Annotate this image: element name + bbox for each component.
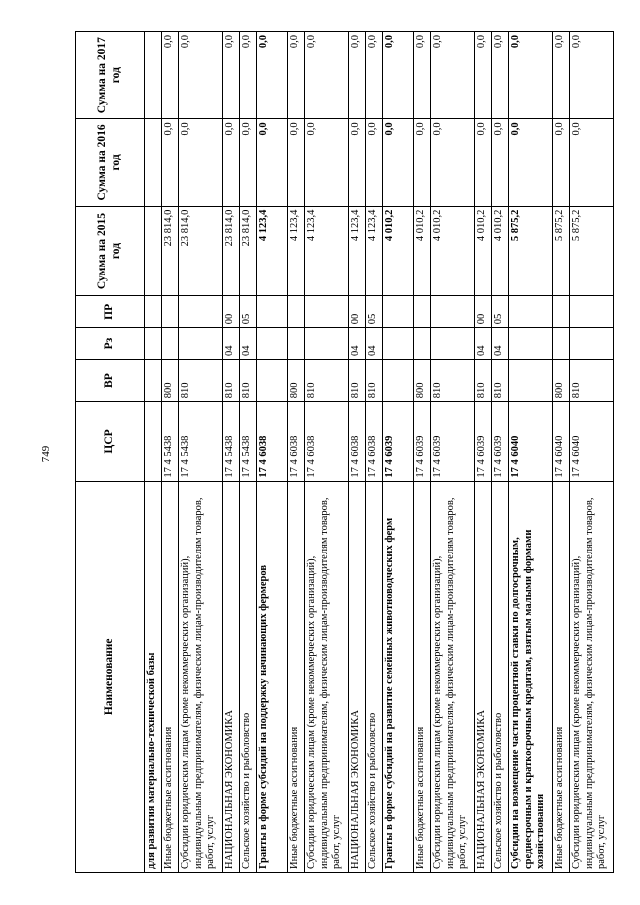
cell-name: Иные бюджетные ассигнования	[162, 481, 179, 872]
cell-pr: 05	[492, 296, 509, 328]
cell-y2017: 0,0	[240, 32, 257, 119]
header-vr: ВР	[76, 359, 145, 401]
cell-pr	[383, 296, 414, 328]
cell-pr: 05	[240, 296, 257, 328]
table-row	[257, 32, 288, 873]
table-row	[414, 32, 431, 873]
cell-y2017: 0,0	[475, 32, 492, 119]
cell-y2017: 0,0	[179, 32, 223, 119]
cell-y2016: 0,0	[431, 119, 475, 206]
cell-y2017: 0,0	[305, 32, 349, 119]
cell-rz: 04	[492, 328, 509, 360]
header-rz: Рз	[76, 328, 145, 360]
cell-pr	[509, 296, 553, 328]
cell-csr: 17 4 6038	[305, 402, 349, 481]
cell-y2016: 0,0	[570, 119, 614, 206]
cell-rz	[414, 328, 431, 360]
cell-y2015: 4 010,2	[475, 206, 492, 296]
cell-y2017: 0,0	[366, 32, 383, 119]
cell-y2017: 0,0	[349, 32, 366, 119]
cell-y2015: 4 010,2	[431, 206, 475, 296]
cell-name: Субсидии юридическим лицам (кроме некоммерческих организаций), индивидуальным предпринимателям, физическим лицам-производителям товаров, работ, услуг	[570, 481, 614, 872]
cell-csr: 17 4 6039	[492, 402, 509, 481]
cell-pr: 00	[223, 296, 240, 328]
cell-vr	[257, 359, 288, 401]
cell-csr: 17 4 5438	[162, 402, 179, 481]
cell-y2017	[145, 32, 162, 119]
cell-csr: 17 4 6039	[414, 402, 431, 481]
cell-name: Субсидии юридическим лицам (кроме некоммерческих организаций), индивидуальным предпринимателям, физическим лицам-производителям товаров, работ, услуг	[305, 481, 349, 872]
cell-name: для развития материально-технической базы	[145, 481, 162, 872]
cell-y2015: 4 123,4	[349, 206, 366, 296]
cell-pr	[162, 296, 179, 328]
cell-name: Иные бюджетные ассигнования	[414, 481, 431, 872]
cell-vr: 810	[179, 359, 223, 401]
header-2016: Сумма на 2016 год	[76, 119, 145, 206]
cell-vr: 810	[240, 359, 257, 401]
cell-y2016: 0,0	[553, 119, 570, 206]
table-row	[223, 32, 240, 873]
cell-name: Сельское хозяйство и рыболовство	[492, 481, 509, 872]
cell-rz	[288, 328, 305, 360]
cell-name: Сельское хозяйство и рыболовство	[366, 481, 383, 872]
cell-vr: 800	[162, 359, 179, 401]
header-row	[76, 32, 145, 873]
cell-y2015: 4 010,2	[414, 206, 431, 296]
header-csr: ЦСР	[76, 402, 145, 481]
cell-name: НАЦИОНАЛЬНАЯ ЭКОНОМИКА	[223, 481, 240, 872]
cell-csr: 17 4 6040	[553, 402, 570, 481]
cell-csr: 17 4 5438	[179, 402, 223, 481]
table-row	[570, 32, 614, 873]
cell-csr: 17 4 5438	[223, 402, 240, 481]
cell-y2016: 0,0	[383, 119, 414, 206]
cell-vr: 810	[305, 359, 349, 401]
rotated-page	[75, 31, 608, 873]
cell-rz: 04	[349, 328, 366, 360]
cell-rz	[305, 328, 349, 360]
cell-vr: 810	[366, 359, 383, 401]
cell-pr	[553, 296, 570, 328]
cell-y2017: 0,0	[257, 32, 288, 119]
cell-name: НАЦИОНАЛЬНАЯ ЭКОНОМИКА	[475, 481, 492, 872]
cell-y2016: 0,0	[162, 119, 179, 206]
cell-csr: 17 4 6040	[570, 402, 614, 481]
cell-vr	[145, 359, 162, 401]
cell-y2015: 4 123,4	[288, 206, 305, 296]
cell-y2016: 0,0	[349, 119, 366, 206]
cell-csr: 17 4 6038	[349, 402, 366, 481]
table-row	[475, 32, 492, 873]
cell-rz: 04	[240, 328, 257, 360]
cell-pr	[145, 296, 162, 328]
table-row	[509, 32, 553, 873]
cell-rz	[431, 328, 475, 360]
cell-pr	[414, 296, 431, 328]
cell-csr: 17 4 6038	[257, 402, 288, 481]
cell-y2015: 4 123,4	[366, 206, 383, 296]
cell-y2016: 0,0	[305, 119, 349, 206]
cell-vr: 810	[431, 359, 475, 401]
cell-csr: 17 4 6038	[288, 402, 305, 481]
cell-name: Субсидии на возмещение части процентной ставки по долгосрочным, среднесрочным и краткосрочным кредитам, взятым малыми формами хозяйствования	[509, 481, 553, 872]
cell-vr: 810	[349, 359, 366, 401]
cell-y2015: 4 123,4	[257, 206, 288, 296]
cell-rz: 04	[366, 328, 383, 360]
header-name: Наименование	[76, 481, 145, 872]
cell-name: Гранты в форме субсидий на развитие семейных животноводческих ферм	[383, 481, 414, 872]
cell-rz	[383, 328, 414, 360]
cell-pr	[288, 296, 305, 328]
cell-y2017: 0,0	[383, 32, 414, 119]
cell-y2017: 0,0	[223, 32, 240, 119]
cell-name: Субсидии юридическим лицам (кроме некоммерческих организаций), индивидуальным предпринимателям, физическим лицам-производителям товаров, работ, услуг	[179, 481, 223, 872]
cell-y2016: 0,0	[414, 119, 431, 206]
cell-vr: 810	[570, 359, 614, 401]
cell-pr	[257, 296, 288, 328]
cell-name: Гранты в форме субсидий на поддержку начинающих фермеров	[257, 481, 288, 872]
cell-rz	[553, 328, 570, 360]
cell-y2016: 0,0	[257, 119, 288, 206]
header-2017: Сумма на 2017 год	[76, 32, 145, 119]
cell-y2016: 0,0	[223, 119, 240, 206]
cell-y2016: 0,0	[366, 119, 383, 206]
cell-csr: 17 4 5438	[240, 402, 257, 481]
cell-y2015: 4 010,2	[492, 206, 509, 296]
budget-table	[75, 31, 614, 873]
cell-csr: 17 4 6040	[509, 402, 553, 481]
table-row	[179, 32, 223, 873]
cell-y2017: 0,0	[414, 32, 431, 119]
cell-vr: 800	[414, 359, 431, 401]
cell-rz	[570, 328, 614, 360]
cell-rz	[145, 328, 162, 360]
page-number: 749	[40, 445, 52, 463]
cell-y2015: 4 010,2	[383, 206, 414, 296]
cell-rz	[179, 328, 223, 360]
table-row	[162, 32, 179, 873]
table-row	[145, 32, 162, 873]
cell-csr	[145, 402, 162, 481]
cell-vr	[383, 359, 414, 401]
cell-y2016: 0,0	[492, 119, 509, 206]
cell-vr	[509, 359, 553, 401]
cell-pr: 00	[475, 296, 492, 328]
table-row	[431, 32, 475, 873]
cell-y2017: 0,0	[492, 32, 509, 119]
cell-name: Иные бюджетные ассигнования	[288, 481, 305, 872]
cell-csr: 17 4 6039	[475, 402, 492, 481]
cell-y2016: 0,0	[288, 119, 305, 206]
table-row	[366, 32, 383, 873]
cell-y2015: 23 814,0	[223, 206, 240, 296]
cell-y2017: 0,0	[570, 32, 614, 119]
cell-name: Сельское хозяйство и рыболовство	[240, 481, 257, 872]
cell-vr: 810	[475, 359, 492, 401]
table-row	[553, 32, 570, 873]
table-row	[240, 32, 257, 873]
table-body	[145, 32, 614, 873]
cell-y2016: 0,0	[509, 119, 553, 206]
cell-y2017: 0,0	[162, 32, 179, 119]
cell-y2015: 5 875,2	[570, 206, 614, 296]
cell-name: НАЦИОНАЛЬНАЯ ЭКОНОМИКА	[349, 481, 366, 872]
cell-csr: 17 4 6039	[383, 402, 414, 481]
cell-rz: 04	[475, 328, 492, 360]
cell-csr: 17 4 6038	[366, 402, 383, 481]
cell-vr: 800	[553, 359, 570, 401]
cell-y2015: 23 814,0	[162, 206, 179, 296]
cell-vr: 800	[288, 359, 305, 401]
cell-y2015: 23 814,0	[179, 206, 223, 296]
cell-pr	[305, 296, 349, 328]
cell-rz	[257, 328, 288, 360]
cell-csr: 17 4 6039	[431, 402, 475, 481]
table-row	[383, 32, 414, 873]
cell-y2017: 0,0	[553, 32, 570, 119]
cell-vr: 810	[223, 359, 240, 401]
cell-y2015	[145, 206, 162, 296]
cell-name: Субсидии юридическим лицам (кроме некоммерческих организаций), индивидуальным предпринимателям, физическим лицам-производителям товаров, работ, услуг	[431, 481, 475, 872]
cell-name: Иные бюджетные ассигнования	[553, 481, 570, 872]
table-row	[288, 32, 305, 873]
cell-y2015: 4 123,4	[305, 206, 349, 296]
cell-y2017: 0,0	[288, 32, 305, 119]
cell-pr	[179, 296, 223, 328]
cell-pr: 05	[366, 296, 383, 328]
cell-vr: 810	[492, 359, 509, 401]
cell-pr	[431, 296, 475, 328]
cell-y2017: 0,0	[431, 32, 475, 119]
table-row	[492, 32, 509, 873]
cell-y2016: 0,0	[240, 119, 257, 206]
cell-rz	[162, 328, 179, 360]
cell-y2015: 5 875,2	[509, 206, 553, 296]
cell-y2016	[145, 119, 162, 206]
cell-y2016: 0,0	[179, 119, 223, 206]
cell-pr: 00	[349, 296, 366, 328]
cell-y2015: 5 875,2	[553, 206, 570, 296]
cell-y2017: 0,0	[509, 32, 553, 119]
cell-rz: 04	[223, 328, 240, 360]
cell-rz	[509, 328, 553, 360]
header-pr: ПР	[76, 296, 145, 328]
header-2015: Сумма на 2015 год	[76, 206, 145, 296]
cell-y2016: 0,0	[475, 119, 492, 206]
cell-y2015: 23 814,0	[240, 206, 257, 296]
table-row	[349, 32, 366, 873]
cell-pr	[570, 296, 614, 328]
table-row	[305, 32, 349, 873]
